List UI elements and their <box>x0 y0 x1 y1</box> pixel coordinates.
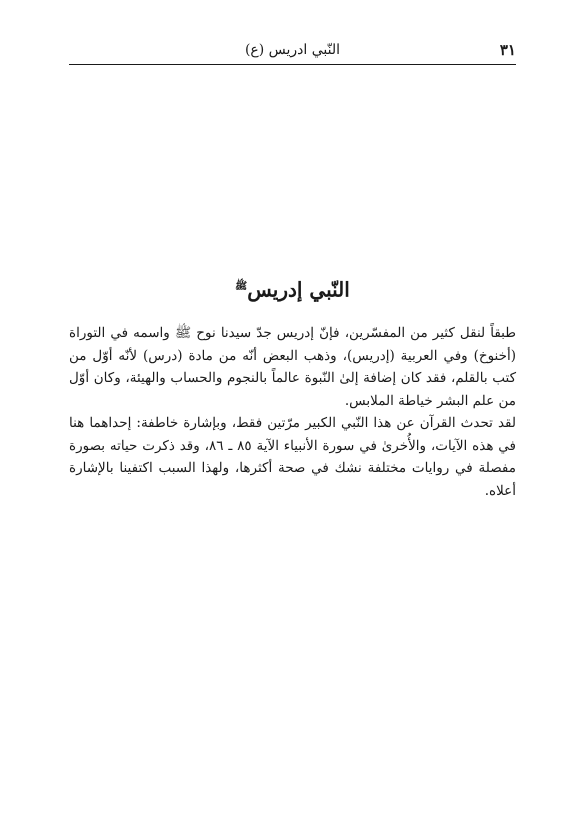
paragraph-2: لقد تحدث القرآن عن هذا النّبي الكبير مرّتين فقط، وبإشارة خاطفة: إحداهما هنا في هذه الآيات، والأُخرىٰ في سورة الأنبياء الآية ٨٥ ـ ٨٦، وقد ذكرت حياته بصورة مفصلة في روايات مختلفة نشك في صحة أكثرها، ولهذا السبب اكتفينا بالإشارة أعلاه. <box>69 415 516 499</box>
honorific-mark: ﷺ <box>235 281 248 292</box>
header-rule <box>69 64 516 65</box>
chapter-title <box>69 272 516 305</box>
body-text <box>69 322 516 502</box>
page-number: ٣١ <box>499 41 516 59</box>
chapter-title-text: النّبي إدريس <box>247 277 350 302</box>
running-title: النّبي ادريس (ع) <box>244 42 341 58</box>
running-header <box>69 40 516 66</box>
paragraph-1: طبقاً لنقل كثير من المفسّرين، فإنّ إدريس جدّ سيدنا نوح ﷺ واسمه في التوراة (أخنوخ) وفي العربية (إدريس)، وذهب البعض أنّه من مادة (درس) لأنّه أوّل من كتب بالقلم، فقد كان إضافة إلىٰ النّبوة عالماً بالنجوم والحساب والهيئة، وكان أوّل من علم البشر خياطة الملابس. <box>69 325 516 409</box>
